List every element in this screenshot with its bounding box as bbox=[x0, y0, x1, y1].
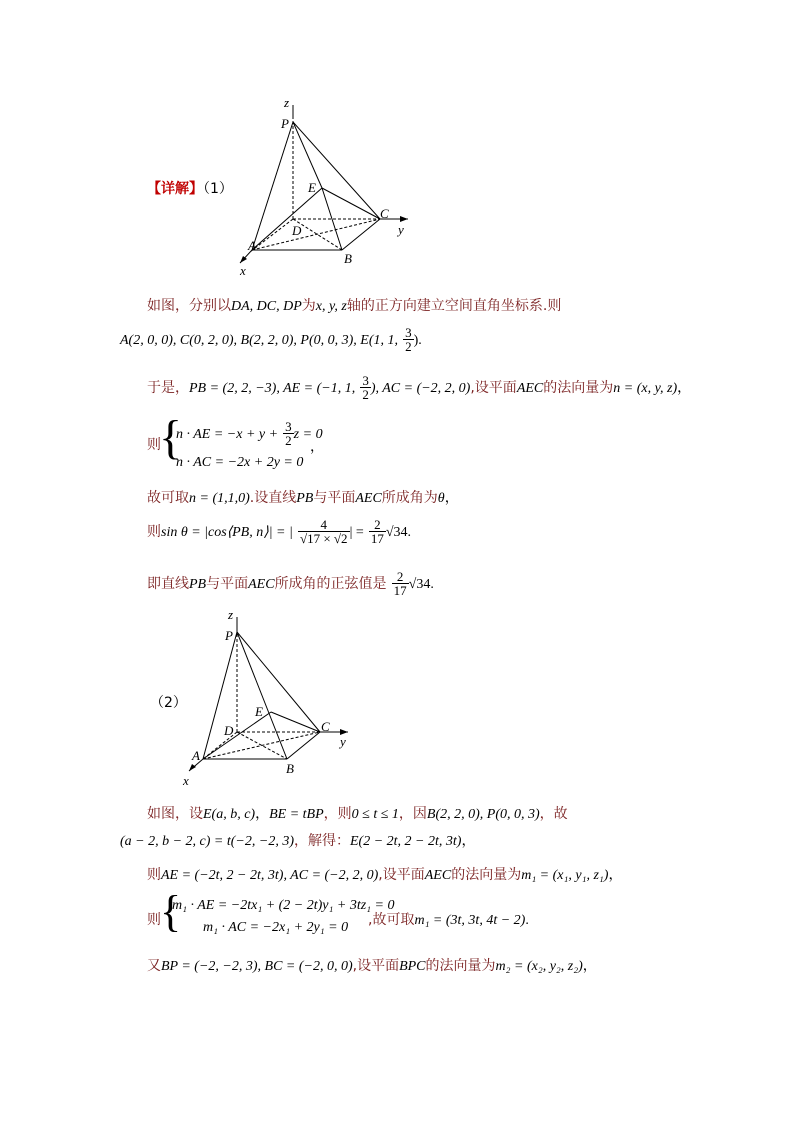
s1-system-row2: n · AC = −2x + 2y = 0 bbox=[176, 455, 304, 470]
system-brace: { bbox=[160, 887, 182, 936]
s2-system-tail: ,故可取m₁ = (3t, 3t, 4t − 2). bbox=[368, 912, 529, 928]
fraction: $\frac{3}{2}$ bbox=[285, 419, 292, 448]
s1-system-prefix: 则 bbox=[147, 437, 161, 453]
fig2-label-p: P bbox=[225, 628, 233, 643]
fig2-label-y: y bbox=[340, 734, 346, 749]
fig2-label-e: E bbox=[255, 704, 263, 719]
axis-vectors: DA, DC, DP bbox=[231, 299, 302, 314]
fraction: $\frac{2}{17}$ bbox=[393, 569, 407, 598]
fig1-label-a: A bbox=[248, 238, 256, 253]
figure-1-pyramid bbox=[230, 95, 420, 280]
s1-system-row1: n · AE = −x + y + $\frac{3}{2}$ z = 0 bbox=[176, 419, 323, 448]
fig1-label-p: P bbox=[281, 116, 289, 131]
fig2-label-b: B bbox=[286, 761, 294, 776]
s1-line6-sine: 则sin θ = |cos⟨PB, n⟩| = | $\frac{4}{√17 \times √2}$ | = $\frac{2}{17}$ √34. bbox=[147, 517, 412, 546]
fraction: $\frac{3}{2}$ bbox=[362, 373, 369, 402]
s1-line5: 故可取n = (1,1,0).设直线PB与平面AEC所成角为θ， bbox=[147, 490, 459, 506]
part-number: （1） bbox=[203, 181, 233, 197]
detail-header-label: 【详解】 bbox=[147, 181, 203, 197]
figure-2-pyramid bbox=[175, 605, 365, 790]
s2-line5: 又BP = (−2, −2, 3), BC = (−2, 0, 0),设平面BPC的法向量为m₂ = (x₂, y₂, z₂)， bbox=[147, 958, 597, 974]
system-brace: { bbox=[159, 411, 183, 464]
part-number-2: （2） bbox=[150, 695, 187, 711]
fraction: $\frac{2}{17}$ bbox=[370, 517, 384, 546]
s1-line7-conclusion: 即直线PB与平面AEC所成角的正弦值是 $\frac{2}{17}$ √34. bbox=[147, 569, 434, 598]
section1-header bbox=[147, 178, 233, 198]
fig1-label-e: E bbox=[308, 180, 316, 195]
fig2-label-x: x bbox=[183, 773, 189, 788]
fig2-label-c: C bbox=[321, 719, 330, 734]
fig1-label-x: x bbox=[240, 263, 246, 278]
fig1-label-y: y bbox=[398, 222, 404, 237]
s2-line2: (a − 2, b − 2, c) = t(−2, −2, 3)，解得：E(2 − 2t, 2 − 2t, 3t)， bbox=[120, 833, 476, 849]
s1-system-end: ， bbox=[310, 439, 324, 455]
fig1-label-b: B bbox=[344, 251, 352, 266]
s1-line3-vectors: 于是，PB = (2, 2, −3), AE = (−1, 1, $\frac{3}{2}$ ), AC = (−2, 2, 0),设平面AEC的法向量为n = (x, y, z)， bbox=[147, 373, 692, 402]
fraction: $\frac{4}{√17 \times √2}$ bbox=[299, 517, 348, 546]
fig2-label-a: A bbox=[192, 748, 200, 763]
fig2-label-d: D bbox=[224, 723, 234, 738]
s2-system-prefix: 则 bbox=[147, 912, 161, 928]
fig1-label-z: z bbox=[284, 95, 290, 110]
s2-line1: 如图，设E(a, b, c)，BE = tBP，则0 ≤ t ≤ 1，因B(2, 2, 0), P(0, 0, 3)，故 bbox=[147, 806, 568, 822]
s2-line3: 则AE = (−2t, 2 − 2t, 3t), AC = (−2, 2, 0),设平面AEC的法向量为m₁ = (x₁, y₁, z₁)， bbox=[147, 867, 623, 883]
s2-system-row2: m₁ · AC = −2x₁ + 2y₁ = 0 bbox=[203, 920, 349, 935]
s1-line1: 如图，分别以DA, DC, DP为x, y, z轴的正方向建立空间直角坐标系.则 bbox=[147, 298, 562, 314]
fig1-label-d: D bbox=[292, 223, 302, 238]
s2-system-row1: m₁ · AE = −2tx₁ + (2 − 2t)y₁ + 3tz₁ = 0 bbox=[172, 898, 395, 913]
fig1-label-c: C bbox=[380, 206, 389, 221]
fraction: $\frac{3}{2}$ bbox=[405, 325, 412, 354]
s1-line2-coordinates: A(2, 0, 0), C(0, 2, 0), B(2, 2, 0), P(0, 0, 3), E(1, 1, $\frac{3}{2}$ ). bbox=[120, 325, 422, 354]
fig2-label-z: z bbox=[228, 607, 234, 622]
